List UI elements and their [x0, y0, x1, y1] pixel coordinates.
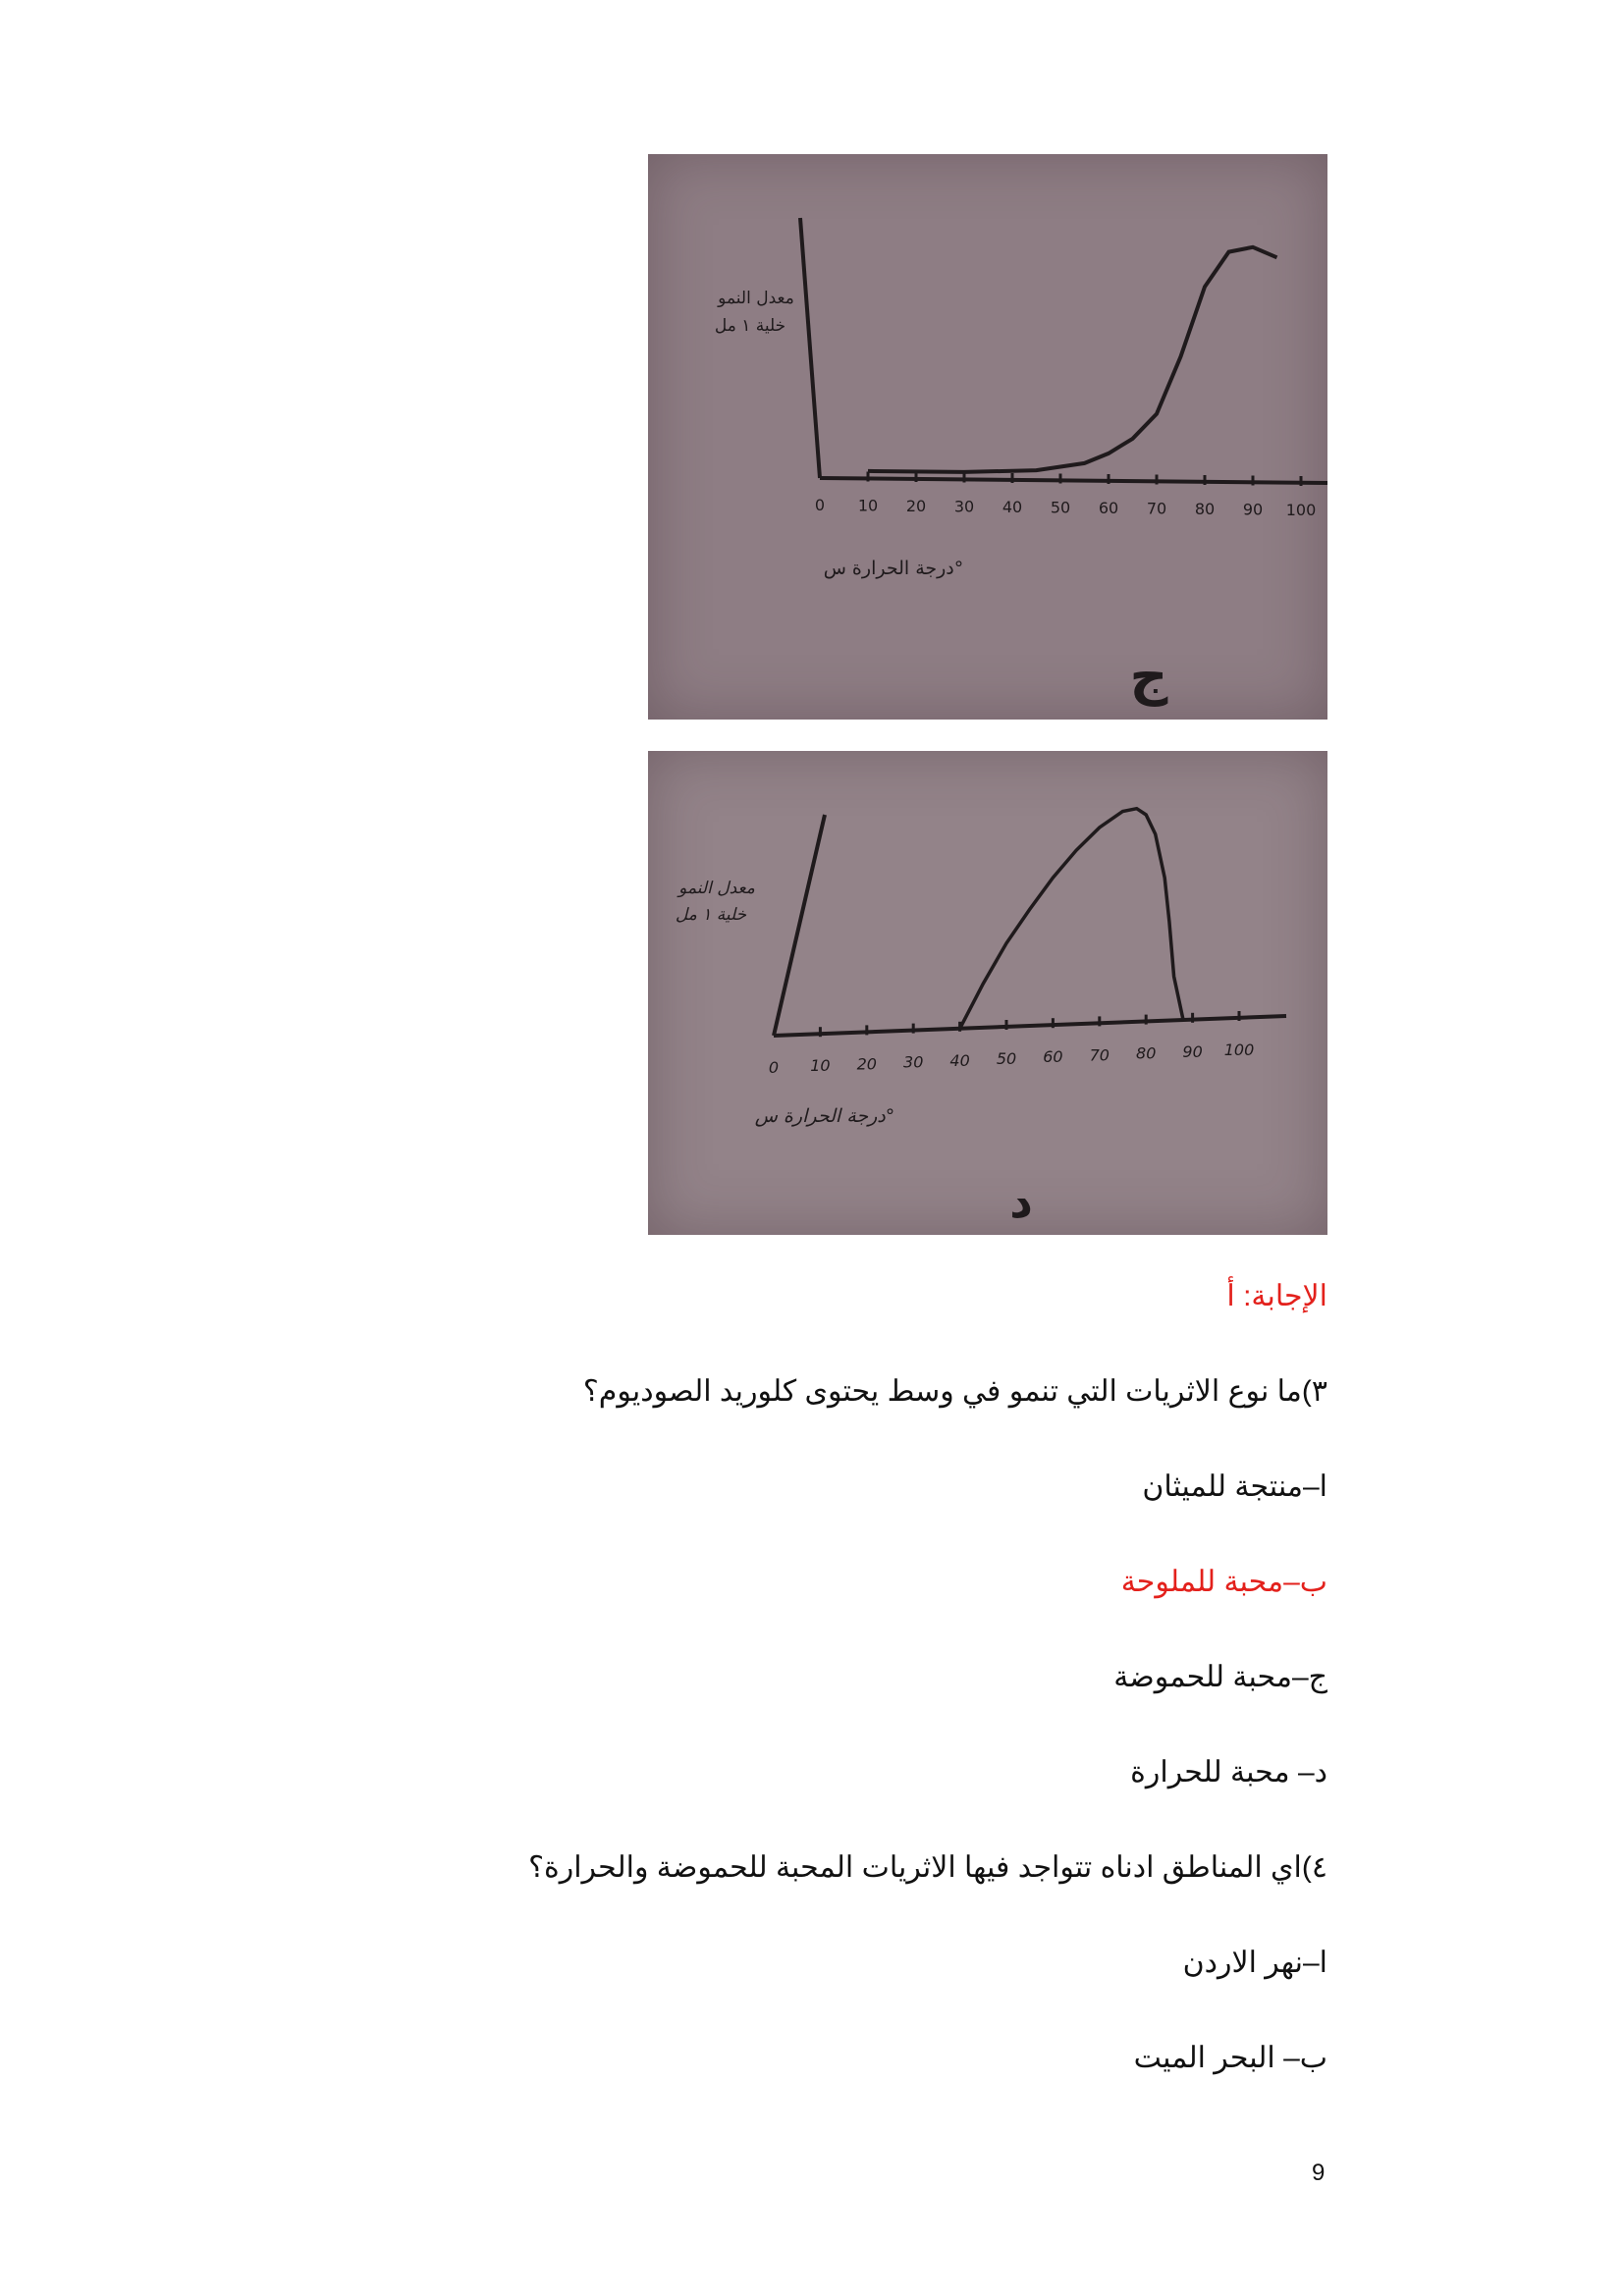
x-tick-label: 30 — [953, 497, 975, 516]
y-axis — [774, 815, 825, 1036]
x-tick-label: 100 — [1285, 501, 1317, 519]
x-tick-label: 90 — [1242, 500, 1264, 519]
y-axis-label-line1: معدل النمو — [678, 879, 755, 898]
x-axis — [820, 478, 1327, 483]
x-tick-label: 10 — [857, 496, 879, 515]
q4-option-a: ا–نهر الاردن — [1182, 1947, 1327, 1979]
x-tick-label: 40 — [1001, 498, 1023, 516]
x-tick-label: 50 — [996, 1049, 1017, 1068]
growth-chart-1 — [648, 154, 1327, 720]
x-tick-label: 100 — [1223, 1041, 1255, 1059]
x-tick-label: 40 — [949, 1050, 970, 1070]
x-tick-label: 0 — [814, 496, 826, 514]
x-tick-label: 80 — [1194, 500, 1216, 518]
graph-photo-2 — [648, 751, 1327, 1235]
x-tick-label: 70 — [1146, 499, 1167, 518]
x-axis-label: درجة الحرارة س° — [823, 558, 964, 579]
question-4: ٤)اي المناطق ادناه تتواجد فيها الاثريات المحبة للحموضة والحرارة؟ — [528, 1851, 1327, 1884]
x-tick-label: 60 — [1043, 1047, 1063, 1067]
growth-curve — [868, 247, 1277, 472]
x-tick-label: 30 — [903, 1052, 924, 1072]
q3-option-b: ب–محبة للملوحة — [1120, 1566, 1327, 1598]
x-axis — [774, 1016, 1286, 1036]
y-axis-label-line2: خلية ١ مل — [714, 316, 786, 336]
q3-option-a: ا–منتجة للميثان — [1142, 1470, 1327, 1503]
question-3: ٣)ما نوع الاثريات التي تنمو في وسط يحتوى كلوريد الصوديوم؟ — [582, 1375, 1327, 1408]
x-tick-label: 50 — [1050, 498, 1071, 517]
x-axis-label: درجة الحرارة س° — [754, 1105, 895, 1127]
x-tick-label: 0 — [768, 1058, 780, 1077]
x-tick-label: 20 — [905, 497, 927, 515]
panel-label: د — [1009, 1175, 1033, 1228]
page-number: 9 — [1312, 2160, 1326, 2186]
growth-chart-2 — [648, 751, 1327, 1235]
answer-line: الإجابة: أ — [1226, 1280, 1327, 1312]
y-axis-label-line1: معدل النمو — [718, 289, 794, 308]
y-axis-label-line2: خلية ١ مل — [675, 905, 747, 925]
x-tick-label: 20 — [856, 1054, 877, 1074]
x-tick-label: 80 — [1136, 1043, 1157, 1063]
graph-photo-1 — [648, 154, 1327, 720]
q3-option-c: ج–محبة للحموضة — [1113, 1661, 1327, 1693]
x-tick-label: 70 — [1089, 1045, 1110, 1065]
q3-option-d: د– محبة للحرارة — [1130, 1756, 1327, 1789]
x-tick-label: 60 — [1098, 499, 1119, 517]
growth-curve — [960, 809, 1184, 1029]
q4-option-b: ب– البحر الميت — [1133, 2042, 1327, 2074]
x-tick-label: 10 — [810, 1056, 831, 1076]
y-axis — [800, 218, 820, 478]
panel-label: ج — [1129, 645, 1168, 707]
x-tick-label: 90 — [1182, 1041, 1203, 1061]
